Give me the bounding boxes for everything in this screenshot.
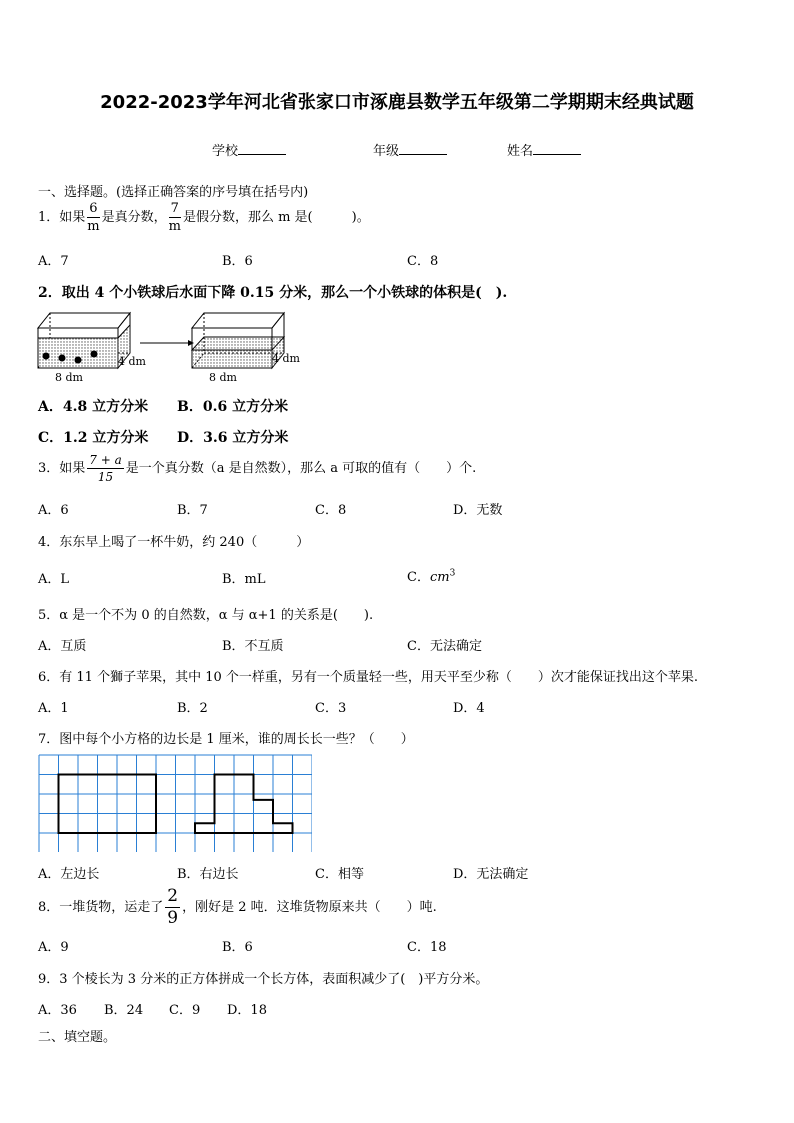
tank-width-label: 8 dm: [55, 371, 83, 384]
left-rectangle-shape: [59, 775, 157, 834]
question-8: 8．一堆货物，运走了 $\frac{2}{9}$ ，刚好是 2 吨．这堆货物原来共（ ）吨.: [38, 886, 437, 928]
q9-option-c: C．9: [169, 1003, 201, 1018]
q6-option-a: A．1: [38, 701, 69, 716]
q8-option-c: C．18: [407, 940, 447, 955]
q9-option-b: B．24: [104, 1003, 144, 1018]
q2-option-b: B．0.6 立方分米: [177, 399, 289, 415]
q8-option-b: B．6: [222, 940, 253, 955]
q9-option-d: D．18: [227, 1003, 267, 1018]
section-1-heading: 一、选择题。(选择正确答案的序号填在括号内): [38, 185, 309, 200]
q3-option-c: C．8: [315, 503, 347, 518]
school-field: 学校: [212, 140, 286, 159]
tank-height-label: 4 dm: [118, 355, 146, 368]
question-3: 3．如果 $\frac{7 + a}{15}$ 是一个真分数（a 是自然数），那么 a 可取的值有（ ）个.: [38, 453, 477, 484]
question-6: 6．有 11 个獅子苹果，其中 10 个一样重，另有一个质量轻一些，用天平至少称（ ）次才能保证找出这个苹果.: [38, 670, 699, 685]
q4-option-c: C．$cm^3$: [407, 568, 456, 585]
q2-option-a: A．4.8 立方分米: [38, 399, 149, 415]
question-1: 1．如果 $\frac{6}{m}$ 是真分数， $\frac{7}{m}$ 是假分数，那么 m 是( )。: [38, 201, 370, 234]
q3-option-d: D．无数: [453, 503, 503, 518]
q1-option-a: A．7: [38, 254, 69, 269]
q6-option-c: C．3: [315, 701, 347, 716]
q3-option-b: B．7: [177, 503, 208, 518]
section-2-heading: 二、填空题。: [38, 1030, 117, 1045]
q7-option-b: B．右边长: [177, 867, 239, 882]
q6-option-b: B．2: [177, 701, 208, 716]
tank2-height-label: 4 dm: [272, 352, 300, 365]
fraction-6-m: $\frac{6}{m}$: [87, 201, 100, 234]
q3-option-a: A．6: [38, 503, 69, 518]
q7-option-d: D．无法确定: [453, 867, 529, 882]
q5-option-a: A．互质: [38, 639, 87, 654]
page-title: 2022-2023学年河北省张家口市涿鹿县数学五年级第二学期期末经典试题: [100, 92, 694, 113]
question-4: 4．东东早上喝了一杯牛奶，约 240（ ）: [38, 535, 310, 550]
tank2-width-label: 8 dm: [209, 371, 237, 384]
question-7: 7．图中每个小方格的边长是 1 厘米，谁的周长长一些？（ ）: [38, 732, 414, 747]
perimeter-grid: [38, 754, 312, 852]
grade-field: 年级: [373, 140, 447, 159]
q4-option-b: B．mL: [222, 572, 266, 587]
q2-option-c: C．1.2 立方分米: [38, 430, 149, 446]
q7-option-a: A．左边长: [38, 867, 100, 882]
q6-option-d: D．4: [453, 701, 485, 716]
q2-option-d: D．3.6 立方分米: [177, 430, 289, 446]
q8-option-a: A．9: [38, 940, 69, 955]
right-staircase-shape: [195, 775, 293, 834]
question-9: 9．3 个棱长为 3 分米的正方体拼成一个长方体，表面积减少了( )平方分米。: [38, 972, 489, 987]
question-2: 2．取出 4 个小铁球后水面下降 0.15 分米，那么一个小铁球的体积是( ).: [38, 285, 508, 301]
q5-option-b: B．不互质: [222, 639, 284, 654]
q7-option-c: C．相等: [315, 867, 364, 882]
q5-option-c: C．无法确定: [407, 639, 482, 654]
q1-option-c: C．8: [407, 254, 439, 269]
fraction-7a-15: $\frac{7 + a}{15}$: [89, 453, 122, 484]
name-field: 姓名: [507, 140, 581, 159]
question-5: 5．α 是一个不为 0 的自然数，α 与 α+1 的关系是( ).: [38, 608, 374, 623]
q4-option-a: A．L: [38, 572, 70, 587]
fraction-2-9: $\frac{2}{9}$: [167, 886, 179, 928]
q1-option-b: B．6: [222, 254, 253, 269]
fraction-7-m: $\frac{7}{m}$: [168, 201, 181, 234]
q9-option-a: A．36: [38, 1003, 77, 1018]
